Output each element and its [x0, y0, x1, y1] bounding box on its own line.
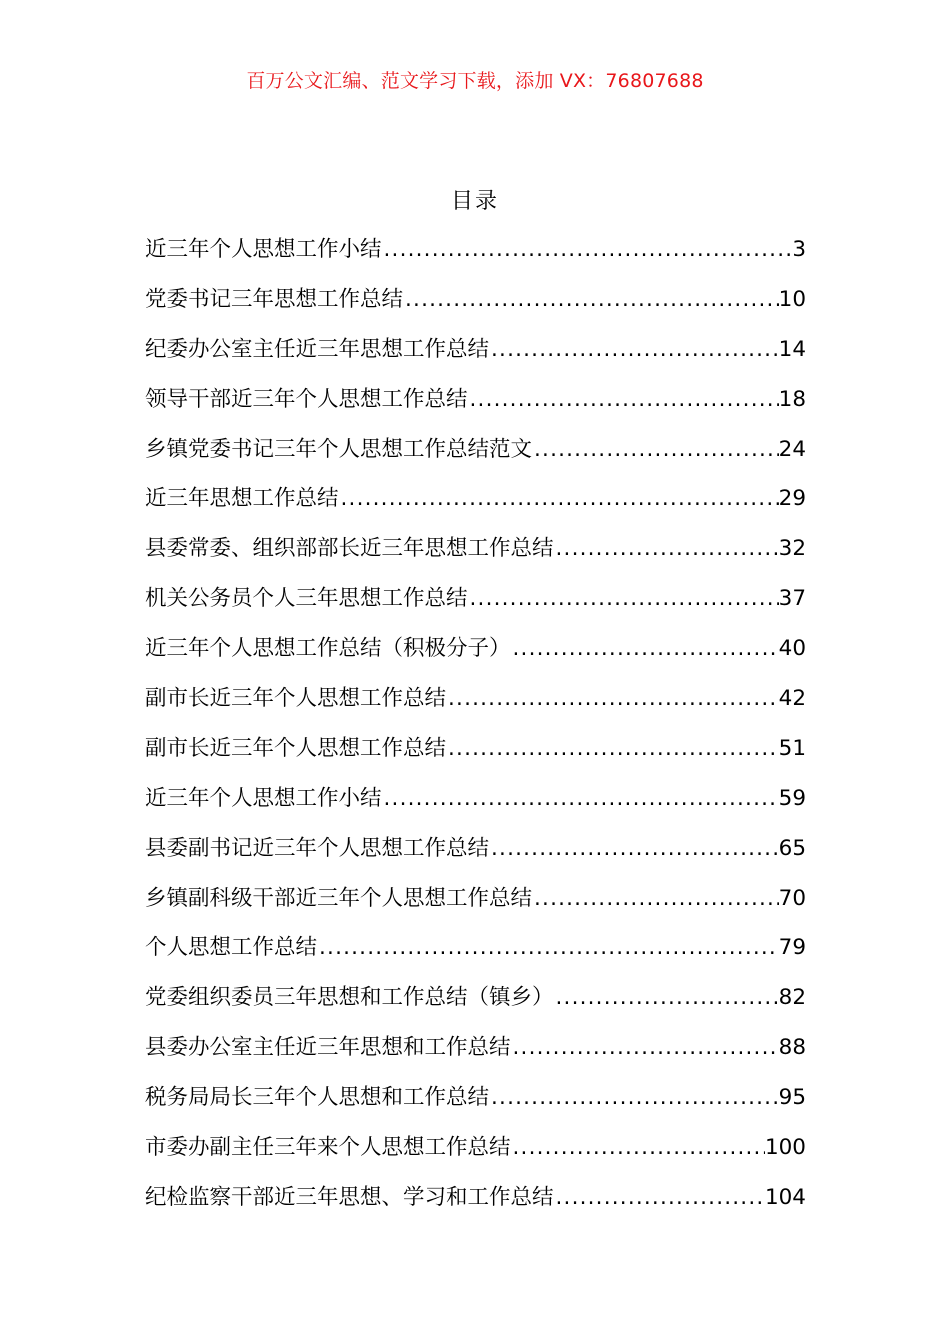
- toc-page-number: 51: [778, 735, 806, 761]
- toc-page-number: 95: [778, 1085, 806, 1111]
- toc-entry[interactable]: [145, 325, 806, 375]
- toc-entry[interactable]: [145, 1173, 806, 1223]
- toc-entry[interactable]: [145, 724, 806, 774]
- toc-page-number: 79: [778, 935, 806, 961]
- toc-entry-title: 近三年个人思想工作小结: [145, 237, 382, 262]
- toc-entry-title: 纪检监察干部近三年思想、学习和工作总结: [145, 1184, 554, 1210]
- toc-dot-leader: [532, 425, 779, 475]
- toc-page-number: 29: [778, 486, 806, 512]
- toc-page-number: 18: [778, 386, 806, 412]
- toc-entry[interactable]: [145, 524, 806, 574]
- toc-dot-leader: [468, 375, 779, 425]
- toc-entry-title: 县委副书记近三年个人思想工作总结: [145, 835, 490, 861]
- toc-entry-title: 副市长近三年个人思想工作总结: [145, 735, 447, 761]
- toc-entry[interactable]: [145, 275, 806, 325]
- watermark-header-note: 百万公文汇编、范文学习下载，添加 VX：76807688: [246, 70, 704, 92]
- table-of-contents: [145, 225, 806, 1223]
- toc-dot-leader: [489, 325, 779, 375]
- toc-entry-title: 近三年思想工作总结: [145, 486, 339, 512]
- toc-dot-leader: [317, 923, 779, 973]
- toc-page-number: 70: [778, 885, 806, 911]
- toc-entry[interactable]: [145, 1073, 806, 1123]
- toc-page-number: 37: [778, 586, 806, 612]
- toc-page-number: 40: [778, 636, 806, 662]
- toc-entry-title: 副市长近三年个人思想工作总结: [145, 686, 447, 712]
- toc-entry-title: 个人思想工作总结: [145, 935, 318, 961]
- toc-page-number: 14: [778, 336, 806, 362]
- toc-dot-leader: [339, 474, 779, 524]
- toc-page-number: 42: [778, 686, 806, 712]
- toc-entry[interactable]: [145, 923, 806, 973]
- toc-entry[interactable]: [145, 225, 806, 275]
- toc-entry[interactable]: [145, 674, 806, 724]
- toc-entry[interactable]: [145, 874, 806, 924]
- toc-page-number: 100: [764, 1135, 806, 1161]
- toc-page-number: 3: [792, 237, 806, 262]
- toc-dot-leader: [511, 1023, 779, 1073]
- toc-entry-title: 领导干部近三年个人思想工作总结: [145, 386, 468, 412]
- toc-entry-title: 税务局局长三年个人思想和工作总结: [145, 1085, 490, 1111]
- toc-dot-leader: [554, 524, 779, 574]
- toc-entry-title: 近三年个人思想工作总结（积极分子）: [145, 636, 511, 662]
- toc-entry-title: 县委常委、组织部部长近三年思想工作总结: [145, 536, 554, 562]
- toc-dot-leader: [511, 1123, 765, 1173]
- toc-entry-title: 乡镇党委书记三年个人思想工作总结范文: [145, 436, 533, 462]
- toc-entry[interactable]: [145, 774, 806, 824]
- toc-entry-title: 近三年个人思想工作小结: [145, 785, 382, 811]
- toc-entry[interactable]: [145, 973, 806, 1023]
- toc-page-number: 88: [778, 1035, 806, 1061]
- toc-entry[interactable]: [145, 1123, 806, 1173]
- toc-dot-leader: [489, 824, 779, 874]
- toc-dot-leader: [554, 1173, 765, 1223]
- toc-entry[interactable]: [145, 574, 806, 624]
- toc-entry[interactable]: [145, 474, 806, 524]
- toc-entry[interactable]: [145, 824, 806, 874]
- toc-dot-leader: [511, 624, 779, 674]
- toc-page-number: 82: [778, 985, 806, 1011]
- toc-entry-title: 机关公务员个人三年思想工作总结: [145, 586, 468, 612]
- toc-entry[interactable]: [145, 624, 806, 674]
- toc-dot-leader: [403, 275, 779, 325]
- toc-entry-title: 纪委办公室主任近三年思想工作总结: [145, 336, 490, 362]
- toc-page-number: 24: [778, 436, 806, 462]
- toc-entry-title: 市委办副主任三年来个人思想工作总结: [145, 1135, 511, 1161]
- toc-entry[interactable]: [145, 1023, 806, 1073]
- toc-dot-leader: [446, 724, 779, 774]
- toc-entry-title: 县委办公室主任近三年思想和工作总结: [145, 1035, 511, 1061]
- toc-dot-leader: [489, 1073, 779, 1123]
- toc-page-number: 10: [778, 286, 806, 312]
- toc-entry-title: 党委书记三年思想工作总结: [145, 286, 404, 312]
- toc-dot-leader: [446, 674, 779, 724]
- toc-page-number: 32: [778, 536, 806, 562]
- toc-dot-leader: [532, 874, 779, 924]
- toc-page-number: 104: [764, 1184, 806, 1210]
- toc-entry-title: 乡镇副科级干部近三年个人思想工作总结: [145, 885, 533, 911]
- toc-dot-leader: [382, 774, 779, 824]
- toc-dot-leader: [468, 574, 779, 624]
- toc-entry-title: 党委组织委员三年思想和工作总结（镇乡）: [145, 985, 554, 1011]
- toc-entry[interactable]: [145, 375, 806, 425]
- toc-page-number: 59: [778, 785, 806, 811]
- toc-entry[interactable]: [145, 425, 806, 475]
- toc-title: 目录: [450, 189, 499, 214]
- toc-dot-leader: [554, 973, 779, 1023]
- toc-dot-leader: [382, 225, 793, 275]
- toc-page-number: 65: [778, 835, 806, 861]
